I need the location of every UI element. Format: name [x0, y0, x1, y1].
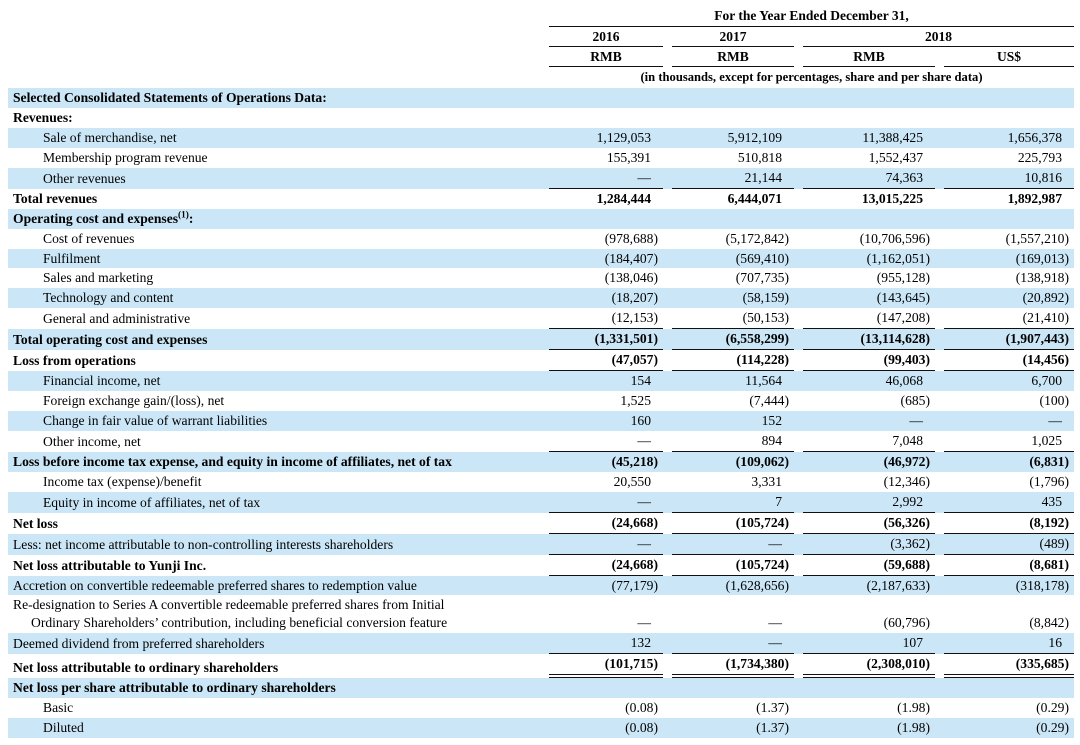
cell-value: 13,015,225 [861, 190, 923, 206]
cell-value: — [549, 492, 663, 513]
cell-value: (50,153) [672, 308, 794, 329]
currency-label: RMB [549, 49, 663, 67]
period-title: For the Year Ended December 31, [549, 8, 1074, 27]
cell-value: 510,818 [737, 149, 782, 165]
cell-value [803, 106, 935, 108]
header-currency-row [8, 47, 1074, 67]
units-note: (in thousands, except for percentages, share and per share data) [640, 70, 983, 84]
cell-value: 107 [803, 633, 935, 654]
row-label: Other revenues [43, 170, 126, 186]
row-label: Operating cost and expenses$^{(1)}$: [13, 209, 194, 226]
cell-value: — [768, 615, 782, 631]
cell-value: (0.29) [1036, 700, 1069, 716]
cell-value: 1,892,987 [1007, 190, 1062, 206]
cell-value: (569,410) [735, 250, 789, 266]
table-row [8, 391, 1074, 411]
cell-value: 20,550 [613, 473, 651, 489]
cell-value: — [549, 534, 663, 555]
row-label: Sales and marketing [43, 270, 154, 286]
row-label: Loss from operations [13, 353, 136, 369]
table-row [8, 288, 1074, 308]
cell-value: (105,724) [672, 555, 794, 576]
row-label: Basic [43, 700, 74, 716]
header-title-row [8, 8, 1074, 27]
cell-value: 1,284,444 [596, 190, 651, 206]
cell-value: 1,552,437 [868, 149, 923, 165]
table-row [8, 249, 1074, 269]
table-row [8, 268, 1074, 288]
table-row [8, 148, 1074, 168]
table-row [8, 678, 1074, 698]
currency-label: RMB [672, 49, 794, 67]
cell-value: 7 [672, 492, 794, 513]
cell-value: (335,685) [944, 654, 1074, 678]
row-label: Income tax (expense)/benefit [43, 473, 202, 489]
cell-value: (7,444) [749, 393, 789, 409]
cell-value: (20,892) [1022, 290, 1069, 306]
cell-value: (1.98) [897, 720, 930, 736]
table-row [8, 128, 1074, 148]
cell-value: (1.37) [756, 700, 789, 716]
cell-value: (489) [944, 534, 1074, 555]
currency-label: US$ [944, 49, 1074, 67]
row-label: Change in fair value of warrant liabilities [43, 413, 268, 428]
row-label: Net loss [13, 515, 58, 531]
row-label: Loss before income tax expense, and equity in income of affiliates, net of tax [13, 453, 452, 469]
cell-value: (8,681) [944, 555, 1074, 576]
cell-value: 225,793 [1017, 149, 1062, 165]
cell-value: (0.08) [625, 700, 658, 716]
cell-value: (45,218) [611, 453, 658, 469]
table-row [8, 555, 1074, 576]
table-row [8, 633, 1074, 654]
cell-value: — [1048, 413, 1062, 428]
currency-label: RMB [803, 49, 935, 67]
cell-value: (1.98) [897, 700, 930, 716]
cell-value: (3,362) [803, 534, 935, 555]
year-2018-label: 2018 [803, 29, 1074, 47]
cell-value: (1,734,380) [672, 654, 794, 678]
cell-value: 21,144 [672, 168, 794, 189]
row-label: Foreign exchange gain/(loss), net [43, 393, 225, 409]
cell-value: 16 [944, 633, 1074, 654]
cell-value: — [549, 168, 663, 189]
cell-value: (59,688) [803, 555, 935, 576]
row-label: Financial income, net [43, 373, 161, 389]
table-header [8, 8, 1074, 88]
year-2016-label: 2016 [549, 29, 663, 47]
cell-value: (12,153) [549, 308, 663, 329]
row-label: Cost of revenues [43, 230, 135, 246]
cell-value: 11,388,425 [862, 129, 923, 145]
cell-value: (58,159) [742, 290, 789, 306]
cell-value: (1.37) [756, 720, 789, 736]
header-years-row [8, 27, 1074, 47]
table-row [8, 411, 1074, 431]
cell-value: (46,972) [883, 453, 930, 469]
cell-value: (105,724) [672, 513, 794, 534]
row-label: Technology and content [43, 290, 174, 306]
cell-value: (184,407) [604, 250, 658, 266]
cell-value: 894 [672, 431, 794, 452]
cell-value: (12,346) [883, 473, 930, 489]
table-row [8, 189, 1074, 209]
cell-value: (8,192) [944, 513, 1074, 534]
table-row [8, 329, 1074, 350]
cell-value: — [549, 431, 663, 452]
cell-value: (318,178) [1015, 577, 1069, 593]
cell-value: (1,557,210) [1005, 230, 1069, 246]
cell-value: (60,796) [883, 615, 930, 631]
row-label: Membership program revenue [43, 149, 208, 165]
cell-value: — [672, 633, 794, 654]
row-label: Other income, net [43, 433, 141, 449]
cell-value: (1,796) [1029, 473, 1069, 489]
cell-value: (978,688) [604, 230, 658, 246]
cell-value: (8,842) [1029, 615, 1069, 631]
table-body [8, 88, 1074, 738]
cell-value: 74,363 [803, 168, 935, 189]
cell-value: — [672, 534, 794, 555]
table-row [8, 308, 1074, 329]
cell-value: 10,816 [944, 168, 1074, 189]
cell-value: (1,907,443) [944, 329, 1074, 350]
row-label: Less: net income attributable to non-controlling interests shareholders [13, 536, 394, 552]
table-row [8, 654, 1074, 678]
row-label: Selected Consolidated Statements of Operations Data: [13, 90, 327, 105]
row-label: Re-designation to Series A convertible redeemable preferred shares from Initial Ordinary Shareholders’ contribution, including beneficial conversion feature [13, 597, 448, 631]
row-label: Net loss attributable to ordinary shareholders [13, 660, 279, 676]
cell-value: 155,391 [606, 149, 651, 165]
cell-value [672, 106, 794, 108]
cell-value: (2,187,633) [866, 577, 930, 593]
cell-value: (147,208) [803, 308, 935, 329]
cell-value: (109,062) [735, 453, 789, 469]
cell-value: 1,656,378 [1007, 129, 1062, 145]
cell-value: (18,207) [611, 290, 658, 306]
cell-value: — [909, 413, 923, 428]
cell-value: (56,326) [803, 513, 935, 534]
cell-value: (6,831) [1029, 453, 1069, 469]
cell-value: (707,735) [735, 270, 789, 286]
cell-value: (5,172,842) [725, 230, 789, 246]
cell-value: (10,706,596) [859, 230, 930, 246]
cell-value: (138,918) [1015, 270, 1069, 286]
cell-value [549, 106, 663, 108]
cell-value: (114,228) [672, 350, 794, 371]
table-row [8, 492, 1074, 513]
cell-value: 154 [630, 373, 651, 389]
table-row [8, 698, 1074, 718]
cell-value: 6,444,071 [727, 190, 782, 206]
cell-value: (143,645) [876, 290, 930, 306]
table-row [8, 718, 1074, 738]
cell-value [944, 106, 1074, 108]
table-row [8, 371, 1074, 391]
row-label: Net loss attributable to Yunji Inc. [13, 557, 207, 573]
table-row [8, 576, 1074, 596]
row-label: Deemed dividend from preferred shareholders [13, 636, 265, 652]
cell-value: 132 [549, 633, 663, 654]
row-label: Equity in income of affiliates, net of tax [43, 494, 261, 510]
cell-value: 46,068 [885, 373, 923, 389]
row-label: Sale of merchandise, net [43, 129, 177, 145]
cell-value: (100) [1039, 393, 1069, 409]
cell-value: (21,410) [944, 308, 1074, 329]
table-row [8, 108, 1074, 128]
cell-value: (14,456) [944, 350, 1074, 371]
row-label: Revenues: [13, 109, 73, 125]
cell-value: (6,558,299) [672, 329, 794, 350]
cell-value: (99,403) [803, 350, 935, 371]
cell-value: (2,308,010) [803, 654, 935, 678]
table-row [8, 168, 1074, 189]
cell-value: (101,715) [549, 654, 663, 678]
cell-value: 5,912,109 [727, 129, 782, 145]
table-row [8, 88, 1074, 108]
cell-value: 3,331 [751, 473, 782, 489]
cell-value: 1,129,053 [596, 129, 651, 145]
table-row [8, 595, 1074, 633]
table-row [8, 431, 1074, 452]
table-row [8, 452, 1074, 472]
cell-value: (24,668) [549, 513, 663, 534]
cell-value: (1,331,501) [549, 329, 663, 350]
cell-value: (0.29) [1036, 720, 1069, 736]
cell-value: (13,114,628) [803, 329, 935, 350]
cell-value: 160 [630, 413, 651, 428]
row-label: Net loss per share attributable to ordinary shareholders [13, 680, 336, 696]
cell-value: 2,992 [803, 492, 935, 513]
row-label: General and administrative [43, 311, 191, 327]
table-row [8, 229, 1074, 249]
cell-value: (138,046) [604, 270, 658, 286]
row-label: Accretion on convertible redeemable preferred shares to redemption value [13, 577, 417, 593]
cell-value: 435 [944, 492, 1074, 513]
table-row [8, 350, 1074, 371]
row-label: Fulfilment [43, 250, 101, 266]
cell-value: 1,025 [944, 431, 1074, 452]
cell-value: (0.08) [625, 720, 658, 736]
row-label: Total operating cost and expenses [13, 332, 208, 348]
cell-value: (169,013) [1015, 250, 1069, 266]
cell-value: (47,057) [549, 350, 663, 371]
header-note-row [8, 67, 1074, 88]
cell-value: 11,564 [745, 373, 782, 389]
table-row [8, 472, 1074, 492]
table-row [8, 513, 1074, 534]
cell-value: 6,700 [1031, 373, 1062, 389]
cell-value: (24,668) [549, 555, 663, 576]
cell-value: 152 [761, 413, 782, 428]
row-label: Diluted [43, 720, 84, 736]
cell-value: — [637, 615, 651, 631]
cell-value: (1,162,051) [866, 250, 930, 266]
cell-value: (77,179) [611, 577, 658, 593]
cell-value: 7,048 [803, 431, 935, 452]
row-label: Total revenues [13, 190, 98, 206]
table-row [8, 209, 1074, 229]
table-row [8, 534, 1074, 555]
cell-value: (685) [900, 393, 930, 409]
cell-value: (955,128) [876, 270, 930, 286]
year-2017-label: 2017 [672, 29, 794, 47]
cell-value: (1,628,656) [725, 577, 789, 593]
cell-value: 1,525 [620, 393, 651, 409]
